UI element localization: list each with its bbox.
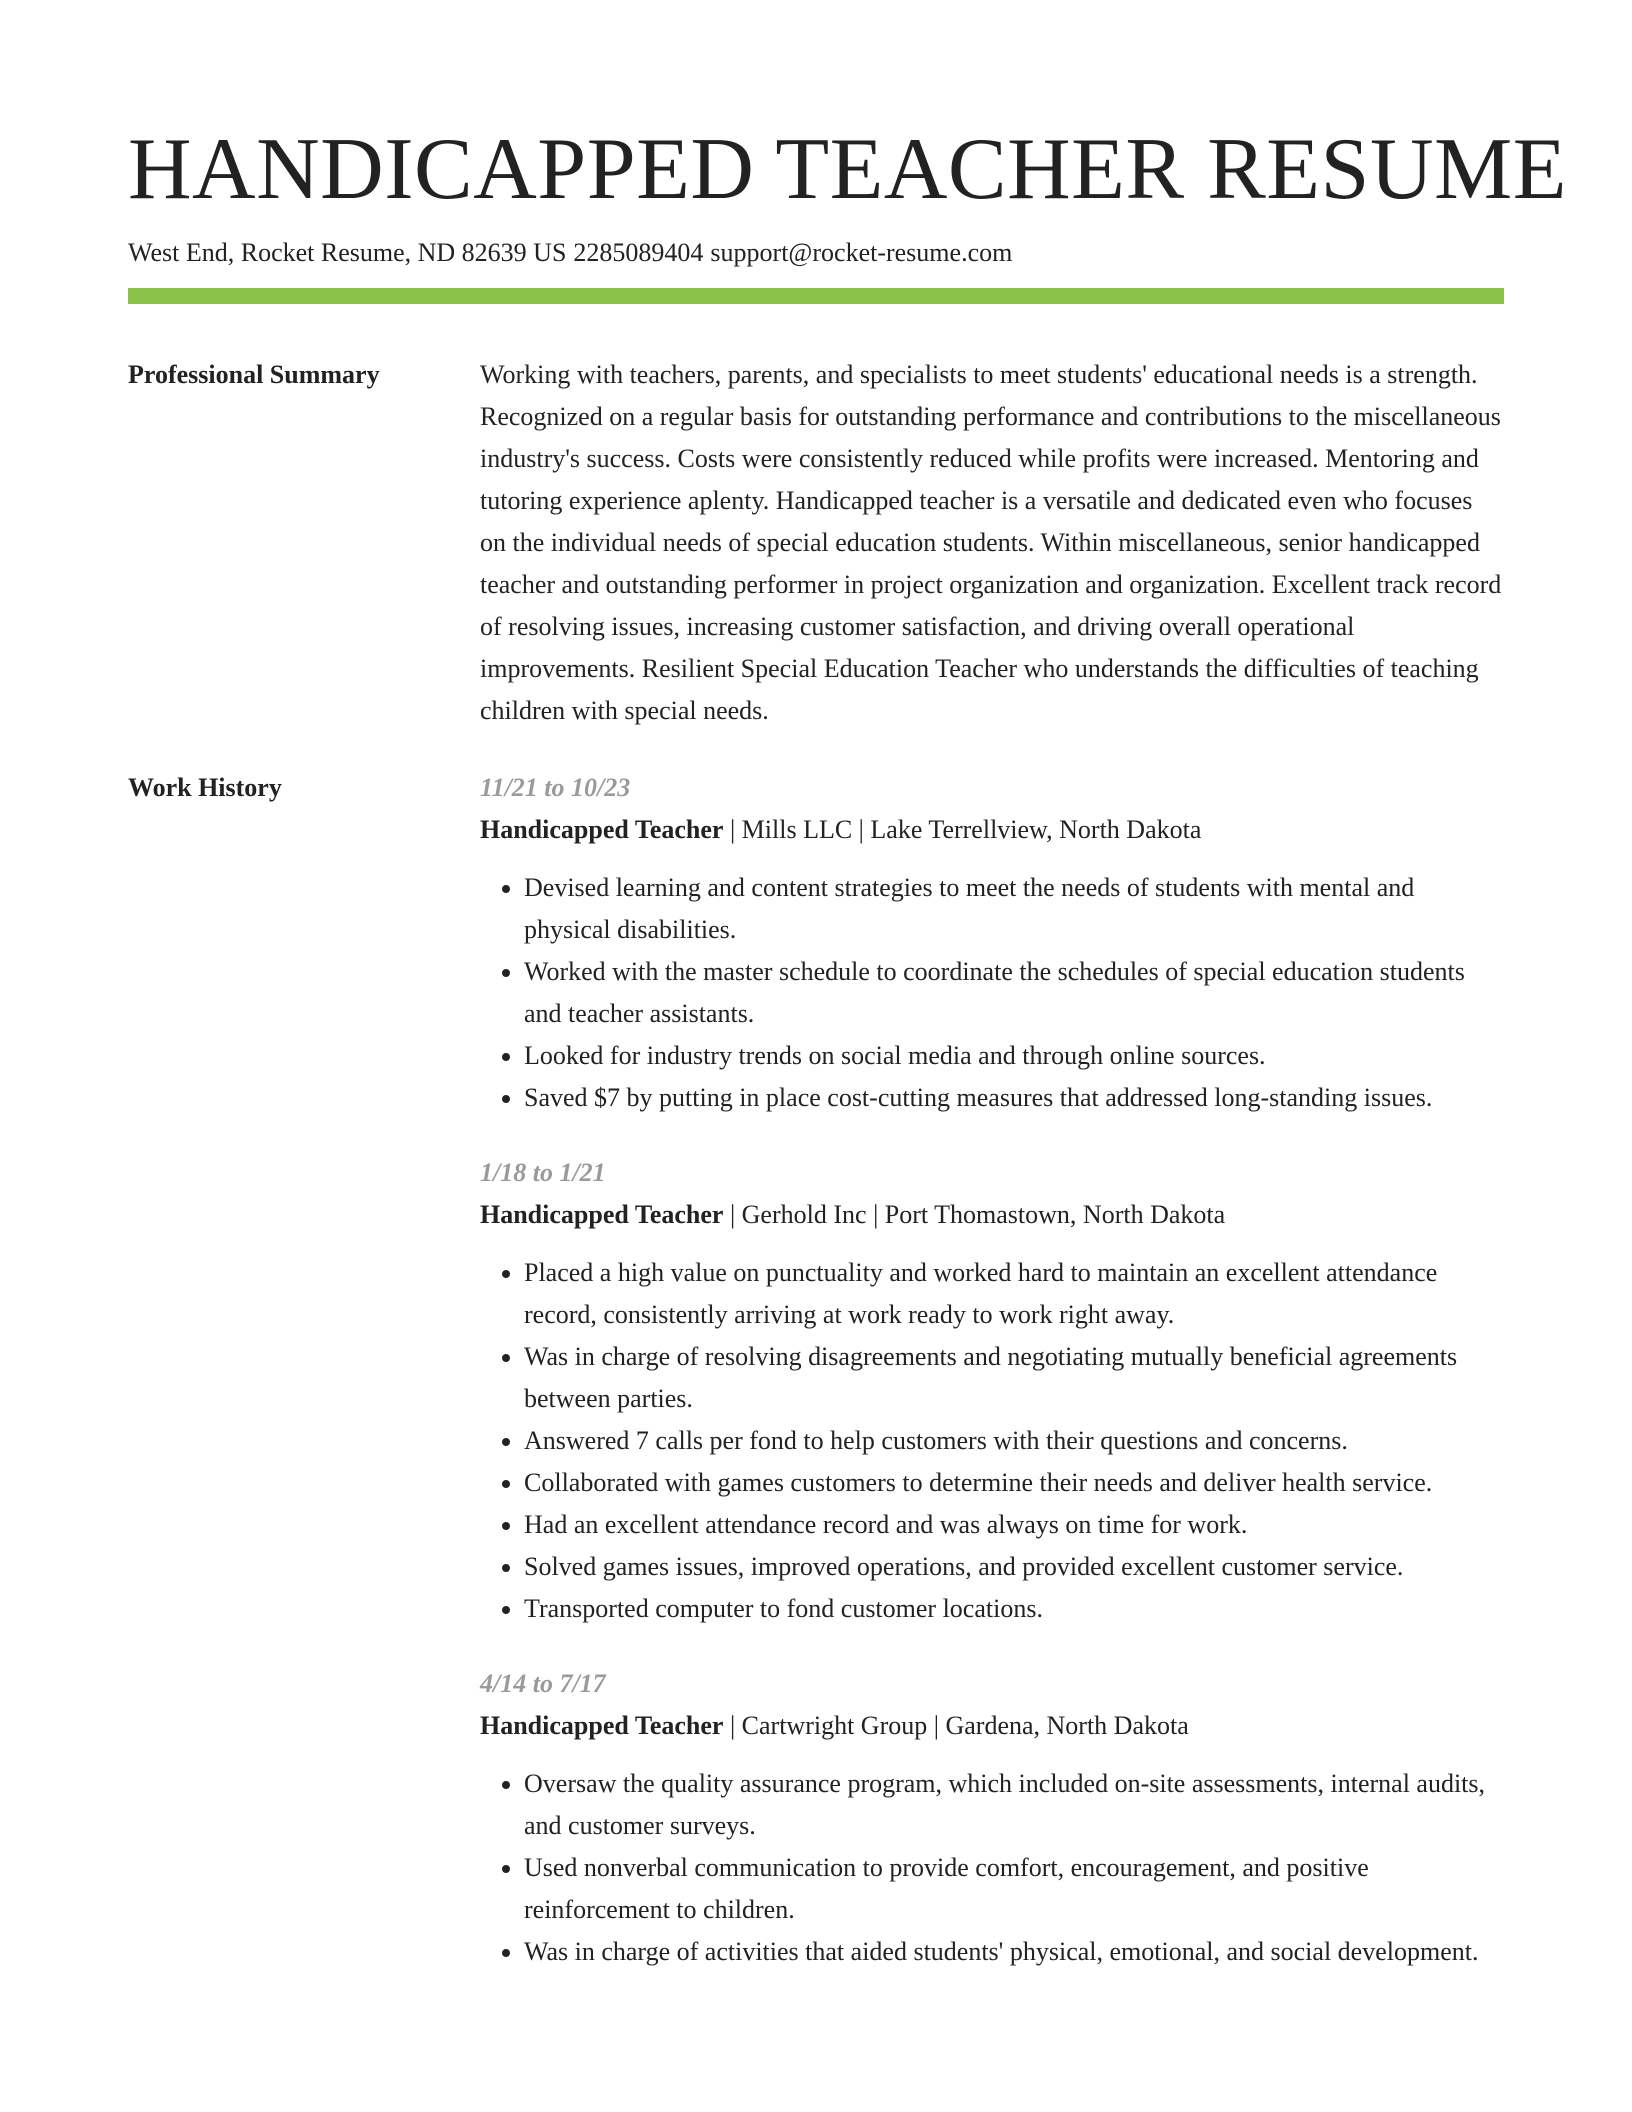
- job-bullets: [480, 1252, 1504, 1630]
- job-entry: [480, 1152, 1504, 1630]
- job-title: Handicapped Teacher: [480, 1200, 724, 1229]
- work-history-section: [128, 767, 1504, 1973]
- job-bullet: • Was in charge of activities that aided students' physical, emotional, and social development.: [524, 1931, 1504, 1973]
- job-bullets: [480, 1763, 1504, 1973]
- contact-line: [128, 236, 1504, 270]
- job-bullet: • Oversaw the quality assurance program, which included on-site assessments, internal audits, and customer surveys.: [524, 1763, 1504, 1847]
- job-heading: [480, 1705, 1504, 1747]
- job-bullet: • Transported computer to fond customer locations.: [524, 1588, 1504, 1630]
- job-location: Lake Terrellview, North Dakota: [870, 815, 1202, 844]
- section-heading-summary: Professional Summary: [128, 360, 380, 389]
- contact-phone: 2285089404: [573, 238, 704, 267]
- separator: |: [729, 1711, 736, 1740]
- job-bullet: • Worked with the master schedule to coordinate the schedules of special education students and teacher assistants.: [524, 951, 1504, 1035]
- contact-email[interactable]: support@rocket-resume.com: [710, 238, 1013, 267]
- professional-summary-section: [128, 354, 1504, 732]
- summary-body: [480, 354, 1504, 732]
- job-company: Mills LLC: [741, 815, 853, 844]
- job-entry: [480, 1663, 1504, 1973]
- job-dates: 4/14 to 7/17: [480, 1669, 606, 1698]
- job-bullet: • Collaborated with games customers to determine their needs and deliver health service.: [524, 1462, 1504, 1504]
- separator: |: [933, 1711, 939, 1740]
- job-bullet: • Looked for industry trends on social media and through online sources.: [524, 1035, 1504, 1077]
- job-title: Handicapped Teacher: [480, 1711, 724, 1740]
- job-bullet: • Used nonverbal communication to provide comfort, encouragement, and positive reinforcement to children.: [524, 1847, 1504, 1931]
- job-location: Gardena, North Dakota: [945, 1711, 1189, 1740]
- job-bullet: • Placed a high value on punctuality and worked hard to maintain an excellent attendance record, consistently arriving at work ready to work right away.: [524, 1252, 1504, 1336]
- job-bullet: • Devised learning and content strategies to meet the needs of students with mental and physical disabilities.: [524, 867, 1504, 951]
- summary-text: Working with teachers, parents, and specialists to meet students' educational needs is a strength. Recognized on a regular basis for outstanding performance and contributions to the miscellaneous industry's success. Costs were consistently reduced while profits were increased. Mentoring and tutoring experience aplenty. Handicapped teacher is a versatile and dedicated even who focuses on the individual needs of special education students. Within miscellaneous, senior handicapped teacher and outstanding performer in project organization and organization. Excellent track record of resolving issues, increasing customer satisfaction, and driving overall operational improvements. Resilient Special Education Teacher who understands the difficulties of teaching children with special needs.: [480, 360, 1502, 725]
- job-bullet: • Had an excellent attendance record and was always on time for work.: [524, 1504, 1504, 1546]
- job-entry: [480, 767, 1504, 1119]
- job-dates: 11/21 to 10/23: [480, 773, 631, 802]
- resume-title: HANDICAPPED TEACHER RESUME: [128, 121, 1568, 218]
- job-bullets: [480, 867, 1504, 1119]
- contact-address: West End, Rocket Resume, ND 82639 US: [128, 238, 567, 267]
- job-heading: [480, 809, 1504, 851]
- separator: |: [729, 815, 736, 844]
- job-bullet: • Solved games issues, improved operations, and provided excellent customer service.: [524, 1546, 1504, 1588]
- job-company: Cartwright Group: [741, 1711, 928, 1740]
- job-title: Handicapped Teacher: [480, 815, 724, 844]
- accent-divider: [128, 288, 1504, 304]
- separator: |: [858, 815, 864, 844]
- job-bullet: • Saved $7 by putting in place cost-cutting measures that addressed long-standing issues.: [524, 1077, 1504, 1119]
- resume-page: [128, 0, 1568, 1973]
- job-dates: 1/18 to 1/21: [480, 1158, 606, 1187]
- separator: |: [729, 1200, 736, 1229]
- separator: |: [873, 1200, 879, 1229]
- job-location: Port Thomastown, North Dakota: [884, 1200, 1226, 1229]
- job-company: Gerhold Inc: [741, 1200, 867, 1229]
- job-bullet: • Answered 7 calls per fond to help customers with their questions and concerns.: [524, 1420, 1504, 1462]
- work-history-body: [480, 767, 1504, 1973]
- job-heading: [480, 1194, 1504, 1236]
- job-bullet: • Was in charge of resolving disagreements and negotiating mutually beneficial agreements between parties.: [524, 1336, 1504, 1420]
- section-heading-work-history: Work History: [128, 773, 282, 802]
